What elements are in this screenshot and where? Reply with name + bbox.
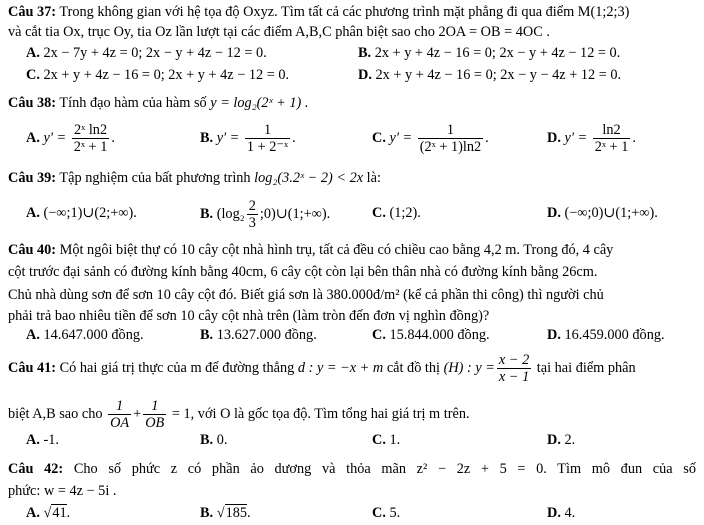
q41-graph-den: x − 1 <box>498 369 530 386</box>
q42-option-a-tail: . <box>66 505 71 521</box>
q42-option-d-letter: D. <box>547 505 561 521</box>
q39-option-c-letter: C. <box>372 205 386 221</box>
q41-line2 <box>8 398 698 432</box>
q38-option-a[interactable] <box>26 122 115 156</box>
q41-option-b[interactable] <box>200 432 227 450</box>
q41-frac2-num: 1 <box>143 398 166 415</box>
q42-option-c-letter: C. <box>372 505 386 521</box>
q39-option-c[interactable] <box>372 205 421 223</box>
q39-option-a-letter: A. <box>26 205 40 221</box>
q38-option-c-num: 1 <box>418 122 483 139</box>
q38-text: Tính đạo hàm của hàm số <box>59 95 207 111</box>
q42-option-a-letter: A. <box>26 505 40 521</box>
q42-line2: phức: w = 4z − 5i . <box>8 483 117 499</box>
q40-line1 <box>8 242 698 260</box>
q37-option-a-letter: A. <box>26 45 40 61</box>
q38-option-c-den: (2ˣ + 1)ln2 <box>419 139 482 156</box>
q39-text: Tập nghiệm của bất phương trình <box>59 170 251 186</box>
q42-label: Câu 42: <box>8 461 64 477</box>
q41-option-c-letter: C. <box>372 432 386 448</box>
q41-frac2 <box>143 398 166 432</box>
q40-option-a-letter: A. <box>26 327 40 343</box>
q41-label: Câu 41: <box>8 360 57 377</box>
q38-option-b-lhs: y' = <box>216 130 240 147</box>
q38-option-d-num: ln2 <box>593 122 631 139</box>
q39-option-d-text: (−∞;0)∪(1;+∞). <box>564 205 658 221</box>
q37-line2: và cắt tia Ox, trục Oy, tia Oz lần lượt tại các điểm A,B,C phân biệt sao cho 2OA = OB = 4OC . <box>8 24 550 40</box>
q39-option-b-letter: B. <box>200 206 214 223</box>
q38-func: y = log₂(2ˣ + 1) . <box>210 95 309 111</box>
q42-option-d-text: 4. <box>564 505 576 521</box>
q38-option-c[interactable] <box>372 122 489 156</box>
q42-option-a-radicand: 41 <box>52 505 67 521</box>
q41-frac1 <box>108 398 131 432</box>
q39-label: Câu 39: <box>8 170 57 186</box>
q41-frac1-num: 1 <box>108 398 131 415</box>
q41-plus: + <box>133 406 142 423</box>
q37-option-d-text: 2x + y + 4z − 16 = 0; 2x − y − 4z + 12 = 0. <box>375 67 622 83</box>
q37-label: Câu 37: <box>8 4 57 20</box>
q38-option-a-letter: A. <box>26 130 40 147</box>
q41-option-d[interactable] <box>547 432 575 450</box>
q39-line <box>8 170 698 188</box>
q41-graph: (H) : y = <box>443 360 495 377</box>
q39-option-c-text: (1;2). <box>389 205 421 221</box>
q41-text2-a: biệt A,B sao cho <box>8 406 103 423</box>
q39-tail: là: <box>366 170 381 186</box>
q37-option-d[interactable] <box>358 67 621 85</box>
q38-option-a-tail: . <box>111 130 115 147</box>
sqrt-icon: √ <box>216 505 225 521</box>
q39-inequality: log₂(3.2ˣ − 2) < 2x <box>254 170 364 186</box>
q38-label: Câu 38: <box>8 95 57 111</box>
q39-option-b-pre: (log₂ <box>216 206 245 223</box>
q42-line1 <box>8 461 696 479</box>
q37-line1 <box>8 4 698 22</box>
q37-option-d-letter: D. <box>358 67 372 83</box>
q38-line <box>8 95 698 113</box>
q37-option-b-letter: B. <box>358 45 372 61</box>
q37-option-b-text: 2x + y + 4z − 16 = 0; 2x − y + 4z − 12 = 0. <box>374 45 621 61</box>
q37-option-c-letter: C. <box>26 67 40 83</box>
q42-option-d[interactable] <box>547 505 575 523</box>
q38-option-a-num: 2ˣ ln2 <box>72 122 110 139</box>
q39-option-b-post: ;0)∪(1;+∞). <box>259 206 331 223</box>
q42-option-a[interactable] <box>26 505 70 523</box>
q41-text-c: tại hai điểm phân <box>536 360 636 377</box>
q40-option-d[interactable] <box>547 327 665 345</box>
q40-option-c-letter: C. <box>372 327 386 343</box>
q40-option-b[interactable] <box>200 327 317 345</box>
q37-text1: Trong không gian với hệ tọa độ Oxyz. Tìm tất cả các phương trình mặt phẳng đi qua điểm M(1;2;3) <box>59 4 630 20</box>
q42-option-b-radicand: 185 <box>225 505 248 521</box>
q41-option-c[interactable] <box>372 432 400 450</box>
q40-option-c-text: 15.844.000 đồng. <box>389 327 490 343</box>
q40-option-a[interactable] <box>26 327 144 345</box>
q37-option-c[interactable] <box>26 67 289 85</box>
q38-option-a-lhs: y' = <box>43 130 67 147</box>
q42-text1: Cho số phức z có phần ảo dương và thỏa mãn z² − 2z + 5 = 0. Tìm mô đun của số <box>73 461 696 477</box>
q38-option-b-letter: B. <box>200 130 214 147</box>
q38-option-a-fraction <box>72 122 110 156</box>
q41-option-a[interactable] <box>26 432 59 450</box>
q41-option-d-text: 2. <box>564 432 576 448</box>
q41-line-eq: d : y = −x + m <box>297 360 384 377</box>
q39-option-d-letter: D. <box>547 205 561 221</box>
q37-option-b[interactable] <box>358 45 620 63</box>
q41-frac1-den: OA <box>110 415 130 432</box>
q38-option-c-letter: C. <box>372 130 386 147</box>
q38-option-b[interactable] <box>200 122 296 156</box>
q37-option-c-text: 2x + y + 4z − 16 = 0; 2x + y + 4z − 12 = 0. <box>43 67 290 83</box>
q39-option-d[interactable] <box>547 205 658 223</box>
q41-option-a-letter: A. <box>26 432 40 448</box>
q39-option-b-fraction <box>247 198 258 232</box>
q39-option-b-num: 2 <box>248 198 256 214</box>
q38-option-d-tail: . <box>632 130 636 147</box>
q41-graph-num: x − 2 <box>498 352 530 368</box>
q40-option-c[interactable] <box>372 327 490 345</box>
q40-option-a-text: 14.647.000 đồng. <box>43 327 144 343</box>
q37-option-a[interactable] <box>26 45 267 63</box>
q41-text-a: Có hai giá trị thực của m để đường thẳng <box>59 360 295 377</box>
q41-option-d-letter: D. <box>547 432 561 448</box>
q38-option-a-den: 2ˣ + 1 <box>73 139 108 156</box>
q39-option-a[interactable] <box>26 205 137 223</box>
q38-option-b-num: 1 <box>245 122 290 139</box>
q38-option-b-fraction <box>245 122 290 156</box>
q41-option-a-text: -1. <box>43 432 59 448</box>
q40-option-b-text: 13.627.000 đồng. <box>216 327 317 343</box>
q41-line1 <box>8 352 698 386</box>
q42-option-c[interactable] <box>372 505 400 523</box>
q40-line4: phải trả bao nhiêu tiền để sơn 10 cây cột nhà trên (làm tròn đến đơn vị nghìn đồng)? <box>8 308 490 324</box>
q40-option-d-text: 16.459.000 đồng. <box>564 327 665 343</box>
q39-option-b[interactable] <box>200 198 330 232</box>
q41-option-b-letter: B. <box>200 432 214 448</box>
sqrt-icon: √ <box>43 505 52 521</box>
q41-frac2-den: OB <box>145 415 165 432</box>
q41-option-b-text: 0. <box>216 432 228 448</box>
q41-text2-b: = 1, với O là gốc tọa độ. Tìm tổng hai giá trị m trên. <box>171 406 470 423</box>
q40-option-b-letter: B. <box>200 327 214 343</box>
q38-option-d-fraction <box>593 122 631 156</box>
q38-option-c-fraction <box>418 122 483 156</box>
q42-option-b[interactable] <box>200 505 251 523</box>
q41-graph-fraction <box>497 352 531 386</box>
q38-option-d[interactable] <box>547 122 636 156</box>
q40-text1: Một ngôi biệt thự có 10 cây cột nhà hình trụ, tất cả đều có chiều cao bằng 4,2 m. Trong đó, 4 cây <box>59 242 614 258</box>
q38-option-b-tail: . <box>292 130 296 147</box>
q40-label: Câu 40: <box>8 242 57 258</box>
q42-option-b-tail: . <box>247 505 251 521</box>
q38-option-d-lhs: y' = <box>564 130 588 147</box>
q41-option-c-text: 1. <box>389 432 401 448</box>
q42-option-c-text: 5. <box>389 505 401 521</box>
q40-line2: cột trước đại sảnh có đường kính bằng 40cm, 6 cây cột còn lại bên thân nhà có đường kính bằng 26cm. <box>8 264 598 280</box>
q39-option-b-den: 3 <box>248 215 256 232</box>
q38-option-b-den: 1 + 2⁻ˣ <box>246 139 289 156</box>
q40-line3: Chủ nhà dùng sơn để sơn 10 cây cột đó. Biết giá sơn là 380.000đ/m² (kể cả phần thi công) thì người chủ <box>8 287 604 303</box>
q37-option-a-text: 2x − 7y + 4z = 0; 2x − y + 4z − 12 = 0. <box>43 45 267 61</box>
q41-text-b: cắt đồ thị <box>386 360 441 377</box>
q39-option-a-text: (−∞;1)∪(2;+∞). <box>43 205 137 221</box>
q40-option-d-letter: D. <box>547 327 561 343</box>
q38-option-d-den: 2ˣ + 1 <box>594 139 629 156</box>
q42-option-b-letter: B. <box>200 505 214 521</box>
q38-option-d-letter: D. <box>547 130 561 147</box>
q38-option-c-lhs: y' = <box>389 130 413 147</box>
q38-option-c-tail: . <box>485 130 489 147</box>
